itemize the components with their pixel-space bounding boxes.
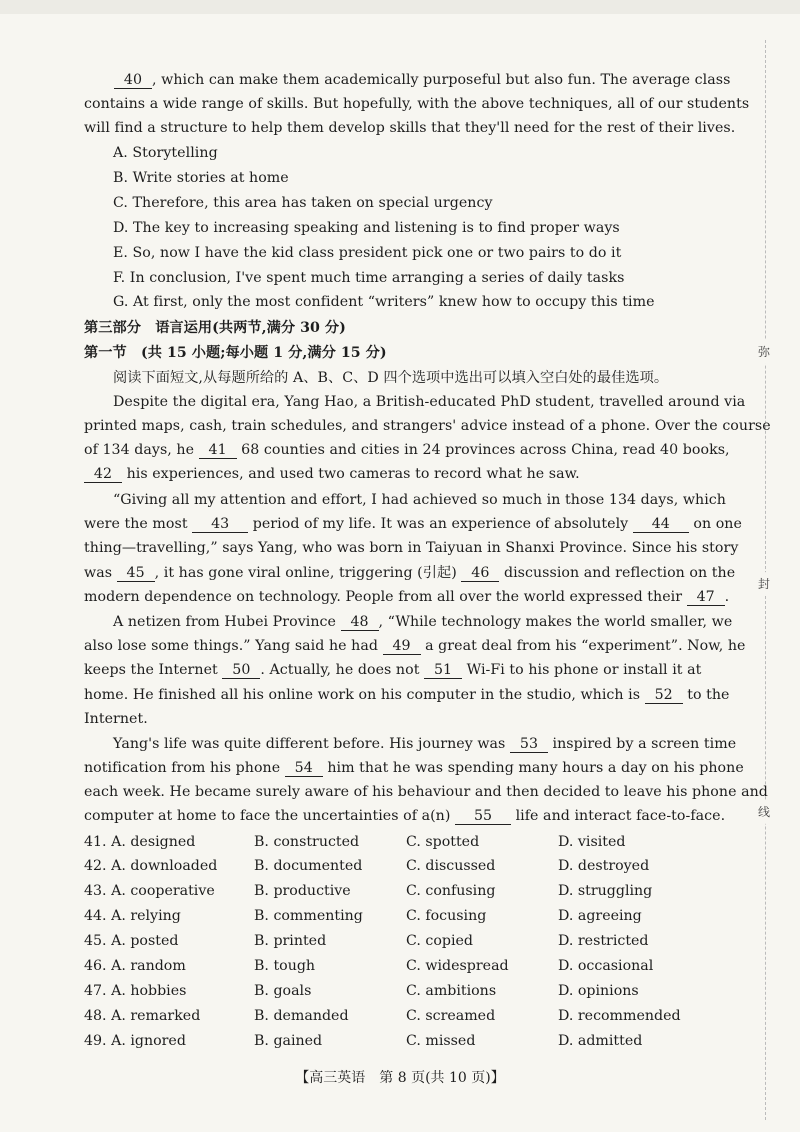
intro-line-2: contains a wide range of skills. But hopefully, with the above techniques, all of our students (84, 96, 750, 112)
blank-47: 47 (687, 589, 725, 606)
options-row (84, 832, 724, 852)
option-a: 43. A. cooperative (84, 883, 215, 899)
passage-line: modern dependence on technology. People from all over the world expressed their 47 . (84, 589, 730, 605)
page-footer: 【高三英语 第 8 页(共 10 页)】 (295, 1070, 505, 1086)
options-row (84, 856, 724, 876)
options-row (84, 931, 724, 951)
choice-d: D. The key to increasing speaking and listening is to find proper ways (113, 220, 620, 236)
blank-51: 51 (424, 662, 462, 679)
options-row (84, 881, 724, 901)
option-c: C. focusing (406, 908, 487, 924)
options-row (84, 956, 724, 976)
option-d: D. struggling (558, 883, 653, 899)
options-row (84, 906, 724, 926)
blank-43: 43 (192, 516, 248, 533)
option-c: C. screamed (406, 1008, 496, 1024)
passage-line: printed maps, cash, train schedules, and strangers' advice instead of a phone. Over the course (84, 418, 771, 434)
section-title: 第三部分 语言运用(共两节,满分 30 分) (84, 320, 346, 336)
option-a: 42. A. downloaded (84, 858, 218, 874)
seal-mark-mi: 弥 (752, 340, 776, 364)
passage-line: Yang's life was quite different before. His journey was 53 inspired by a screen time (113, 736, 737, 752)
option-c: C. spotted (406, 834, 480, 850)
option-d: D. agreeing (558, 908, 642, 924)
choice-b: B. Write stories at home (113, 170, 289, 186)
options-row (84, 1031, 724, 1051)
option-a: 41. A. designed (84, 834, 196, 850)
passage-line: keeps the Internet 50 . Actually, he does not 51 Wi-Fi to his phone or install it at (84, 662, 702, 678)
blank-40: 40 (114, 72, 152, 89)
option-a: 47. A. hobbies (84, 983, 187, 999)
top-edge (0, 0, 800, 14)
options-row (84, 981, 724, 1001)
passage-line: also lose some things.” Yang said he had 49 a great deal from his “experiment”. Now, he (84, 638, 746, 654)
passage-line: each week. He became surely aware of his behaviour and then decided to leave his phone and (84, 784, 768, 800)
option-a: 49. A. ignored (84, 1033, 186, 1049)
option-b: B. gained (254, 1033, 323, 1049)
option-c: C. discussed (406, 858, 496, 874)
passage-line: 42 his experiences, and used two cameras to record what he saw. (84, 464, 724, 484)
section-instruction: 阅读下面短文,从每题所给的 A、B、C、D 四个选项中选出可以填入空白处的最佳选项。 (113, 370, 669, 386)
seal-mark-xian: 线 (752, 800, 776, 824)
blank-48: 48 (341, 614, 379, 631)
option-d: D. occasional (558, 958, 654, 974)
blank-50: 50 (222, 662, 260, 679)
passage-line: of 134 days, he 41 68 counties and cities in 24 provinces across China, read 40 books, (84, 442, 730, 458)
seal-mark-feng: 封 (752, 572, 776, 596)
passage-line: A netizen from Hubei Province 48 , “While technology makes the world smaller, we (113, 614, 733, 630)
blank-52: 52 (645, 687, 683, 704)
option-c: C. widespread (406, 958, 509, 974)
option-b: B. commenting (254, 908, 363, 924)
blank-41: 41 (199, 442, 237, 459)
intro-line-1: 40 , which can make them academically purposeful but also fun. The average class (84, 70, 724, 90)
intro-line-3: will find a structure to help them develop skills that they'll need for the rest of their lives. (84, 120, 736, 136)
option-d: D. opinions (558, 983, 639, 999)
option-c: C. confusing (406, 883, 496, 899)
option-b: B. printed (254, 933, 327, 949)
option-b: B. productive (254, 883, 351, 899)
blank-53: 53 (510, 736, 548, 753)
choice-f: F. In conclusion, I've spent much time arranging a series of daily tasks (113, 270, 625, 286)
option-c: C. ambitions (406, 983, 497, 999)
option-c: C. copied (406, 933, 473, 949)
options-row (84, 1006, 724, 1026)
choice-c: C. Therefore, this area has taken on special urgency (113, 195, 493, 211)
blank-54: 54 (285, 760, 323, 777)
option-a: 45. A. posted (84, 933, 179, 949)
passage-line: “Giving all my attention and effort, I had achieved so much in those 134 days, which (113, 492, 726, 508)
blank-42: 42 (84, 466, 122, 483)
blank-46: 46 (461, 565, 499, 582)
option-d: D. recommended (558, 1008, 681, 1024)
option-d: D. admitted (558, 1033, 643, 1049)
choice-g: G. At first, only the most confident “writers” knew how to occupy this time (113, 294, 655, 310)
choice-e: E. So, now I have the kid class president pick one or two pairs to do it (113, 245, 622, 261)
passage-line: notification from his phone 54 him that he was spending many hours a day on his phone (84, 760, 744, 776)
passage-line: Despite the digital era, Yang Hao, a British-educated PhD student, travelled around via (113, 394, 746, 410)
option-b: B. documented (254, 858, 363, 874)
passage-line: computer at home to face the uncertainties of a(n) 55 life and interact face-to-face. (84, 808, 726, 824)
passage-line: Internet. (84, 711, 148, 727)
blank-45: 45 (117, 565, 155, 582)
blank-44: 44 (633, 516, 689, 533)
blank-49: 49 (383, 638, 421, 655)
blank-55: 55 (455, 808, 511, 825)
option-c: C. missed (406, 1033, 476, 1049)
passage-line: thing—travelling,” says Yang, who was born in Taiyuan in Shanxi Province. Since his story (84, 540, 739, 556)
option-a: 44. A. relying (84, 908, 181, 924)
option-d: D. destroyed (558, 858, 650, 874)
option-a: 46. A. random (84, 958, 186, 974)
passage-line: were the most 43 period of my life. It was an experience of absolutely 44 on one (84, 516, 742, 532)
option-b: B. goals (254, 983, 312, 999)
option-b: B. demanded (254, 1008, 349, 1024)
option-b: B. tough (254, 958, 316, 974)
passage-line: home. He finished all his online work on his computer in the studio, which is 52 to the (84, 687, 730, 703)
option-d: D. restricted (558, 933, 649, 949)
option-a: 48. A. remarked (84, 1008, 201, 1024)
option-b: B. constructed (254, 834, 360, 850)
section-subtitle: 第一节 (共 15 小题;每小题 1 分,满分 15 分) (84, 345, 387, 361)
passage-line: was 45 , it has gone viral online, triggering (引起) 46 discussion and reflection on the (84, 565, 736, 581)
choice-a: A. Storytelling (113, 145, 218, 161)
option-d: D. visited (558, 834, 626, 850)
